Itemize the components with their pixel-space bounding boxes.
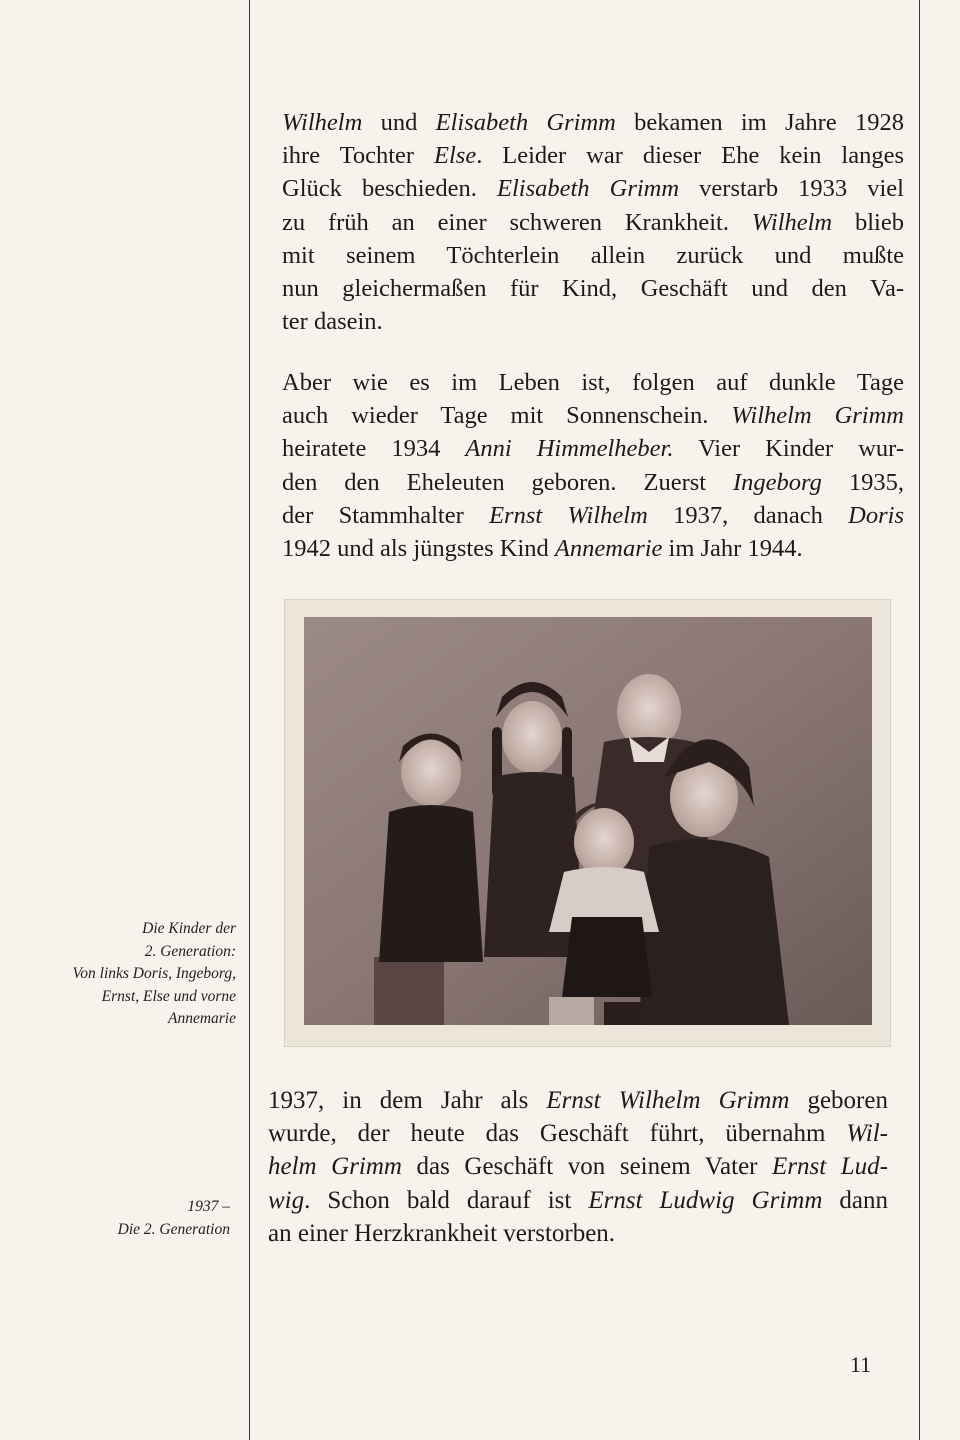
italic-name: Elisabeth Grimm (435, 109, 616, 136)
text-run: bekamen im Jahre 1928 (615, 109, 904, 136)
text-line (268, 1084, 888, 1117)
text-line (282, 305, 904, 338)
text-run: dann (822, 1186, 888, 1214)
italic-name: Doris (848, 501, 904, 529)
text-run: an einer Herzkrankheit verstorben. (268, 1219, 616, 1247)
text-run: auch wieder Tage mit Sonnenschein. (282, 402, 732, 430)
text-line (282, 239, 904, 272)
italic-name: Wilhelm (282, 109, 363, 136)
text-run: 1937, in dem Jahr als (268, 1087, 547, 1114)
text-run: Glück beschieden. (282, 175, 498, 203)
italic-name: Ernst Ludwig Grimm (588, 1186, 823, 1214)
italic-name: Ernst Wilhelm (489, 501, 648, 529)
right-column-rule (919, 0, 920, 1440)
photo-mount (284, 599, 891, 1047)
paragraph-2 (282, 366, 904, 565)
text-run: . Leider war dieser Ehe kein langes (476, 142, 905, 170)
italic-name: Wilhelm (751, 208, 833, 236)
text-line (282, 532, 904, 565)
text-run: geboren (789, 1087, 888, 1114)
text-run: heiratete 1934 (282, 435, 466, 463)
text-run: das Geschäft von seinem Vater (401, 1153, 773, 1181)
text-run: verstarb 1933 viel (679, 175, 904, 203)
text-run: im Jahr 1944. (662, 535, 803, 563)
text-run: ter dasein. (282, 308, 383, 336)
paragraph-3 (268, 1084, 888, 1250)
text-run: ihre Tochter (282, 142, 435, 170)
left-column-rule (249, 0, 250, 1440)
text-line (282, 366, 904, 399)
text-run: blieb (832, 208, 904, 236)
italic-name: Anni Himmelheber. (465, 435, 674, 463)
text-run: wurde, der heute das Geschäft führt, übernahm (268, 1120, 847, 1148)
text-run: Vier Kinder wur- (673, 435, 905, 463)
text-line (268, 1150, 888, 1183)
text-run: 1942 und als jüngstes Kind (282, 535, 555, 563)
italic-name: Else (434, 142, 477, 170)
text-line (282, 432, 904, 465)
text-line (268, 1217, 888, 1250)
text-line (282, 206, 904, 239)
text-line (282, 499, 904, 532)
italic-name: Ingeborg (733, 468, 822, 496)
text-run: . Schon bald darauf ist (304, 1186, 589, 1214)
photo-caption: Die Kinder der 2. Generation: Von links Doris, Ingeborg, Ernst, Else und vorne Annemarie (72, 920, 236, 1028)
text-line (268, 1117, 888, 1150)
italic-name: Wilhelm Grimm (731, 402, 905, 430)
text-run: 1935, (821, 468, 904, 496)
italic-name: Ernst Wilhelm Grimm (546, 1087, 790, 1114)
text-line (282, 172, 904, 205)
italic-name: Ernst Lud- (772, 1153, 888, 1181)
text-run: den den Eheleuten geboren. Zuerst (282, 468, 734, 496)
text-run: Aber wie es im Leben ist, folgen auf dunkle Tage (282, 369, 904, 396)
text-run: zu früh an einer schweren Krankheit. (282, 208, 752, 236)
section-caption: 1937 – Die 2. Generation (117, 1198, 230, 1238)
text-run: der Stammhalter (282, 501, 490, 529)
family-photo (304, 617, 872, 1025)
text-line (282, 466, 904, 499)
text-run: nun gleichermaßen für Kind, Geschäft und den Va- (282, 275, 904, 303)
italic-name: helm Grimm (268, 1153, 402, 1181)
text-line (282, 272, 904, 305)
italic-name: wig (268, 1186, 305, 1214)
italic-name: Elisabeth Grimm (497, 175, 680, 203)
text-line (282, 139, 904, 172)
paragraph-1 (282, 106, 904, 338)
italic-name: Wil- (846, 1120, 888, 1148)
text-run: mit seinem Töchterlein allein zurück und mußte (282, 241, 904, 269)
text-line (268, 1184, 888, 1217)
italic-name: Annemarie (554, 535, 663, 563)
text-run: und (362, 109, 436, 136)
page-number: 11 (850, 1352, 872, 1377)
text-line (282, 399, 904, 432)
text-line (282, 106, 904, 139)
text-run: 1937, danach (647, 501, 849, 529)
